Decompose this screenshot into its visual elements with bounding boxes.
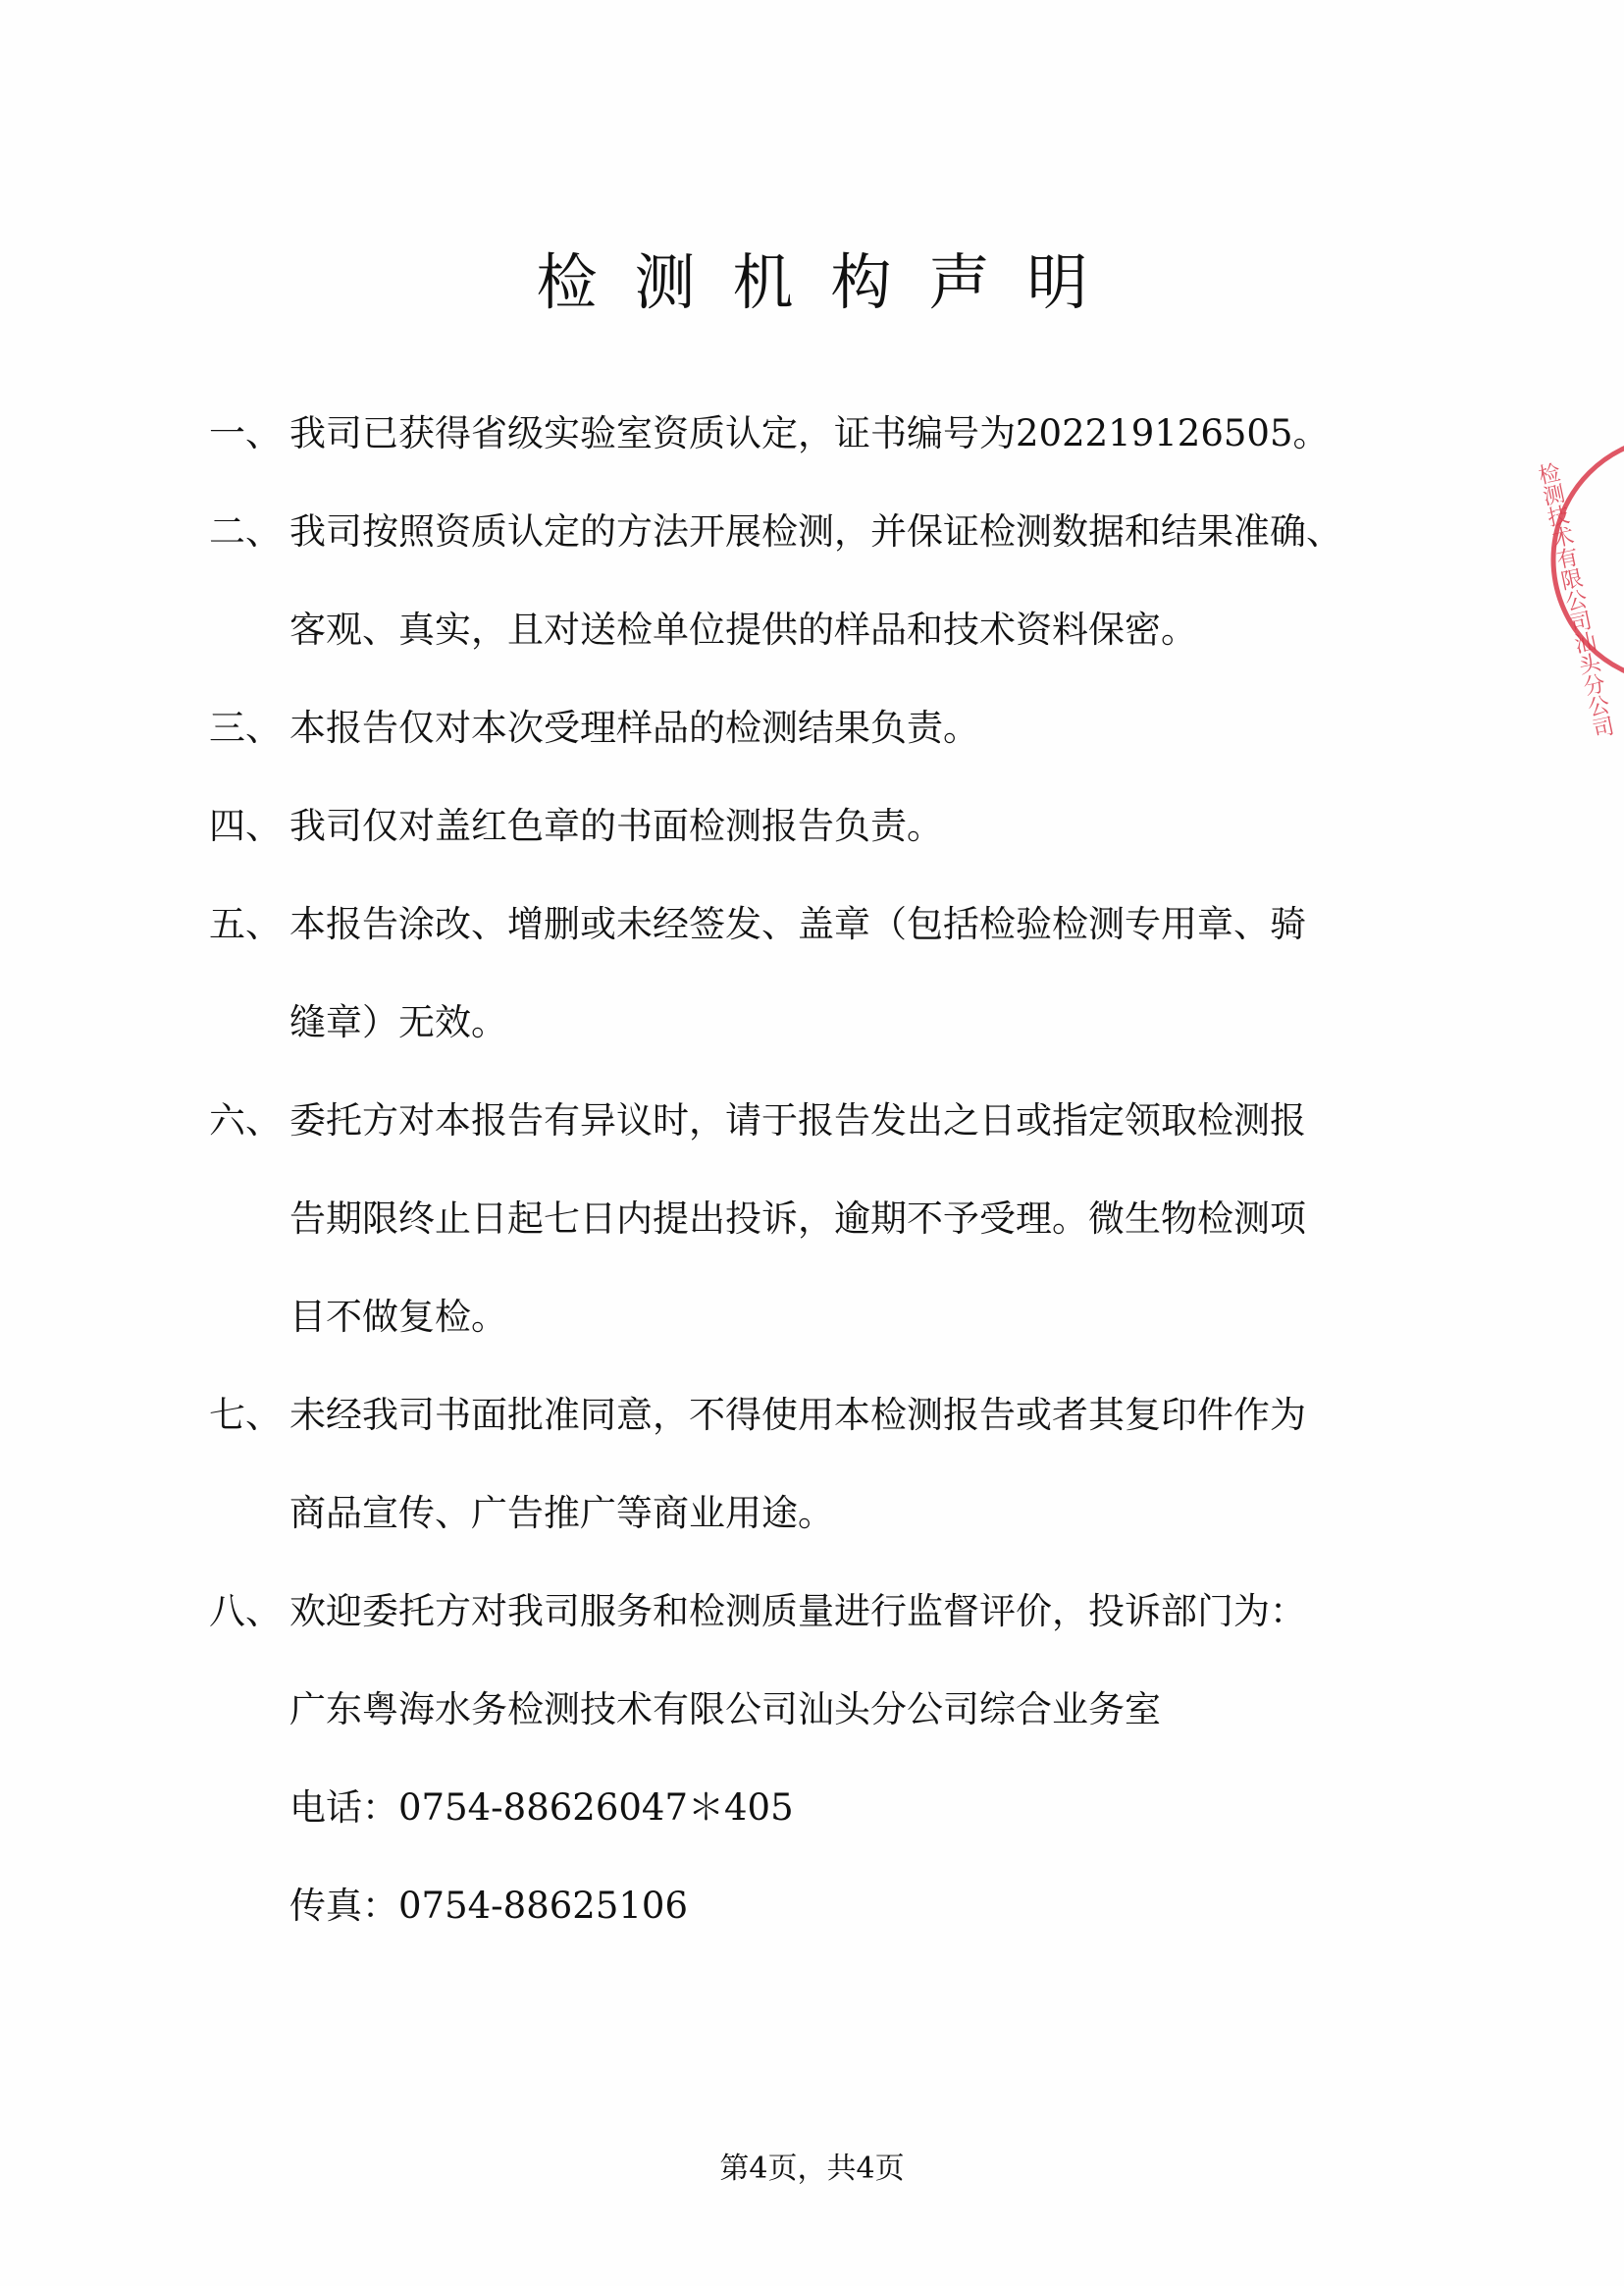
clause-text: 客观、真实，且对送检单位提供的样品和技术资料保密。 <box>289 609 1197 651</box>
seal-text: 检测技术有限公司汕头分公司 <box>1533 460 1616 741</box>
complaint-department: 广东粤海水务检测技术有限公司汕头分公司综合业务室 <box>289 1688 1161 1730</box>
clause-text: 商品宣传、广告推广等商业用途。 <box>289 1492 834 1534</box>
clause-number: 八、 <box>209 1590 282 1632</box>
page-footer: 第4页，共4页 <box>719 2152 905 2186</box>
page-title: 检测机构声明 <box>536 246 1126 318</box>
clause-text: 我司按照资质认定的方法开展检测，并保证检测数据和结果准确、 <box>289 510 1342 553</box>
clause-number: 二、 <box>209 510 282 553</box>
phone-number: 电话：0754-88626047＊405 <box>289 1786 794 1829</box>
fax-number: 传真：0754-88625106 <box>289 1885 688 1927</box>
clause-1 <box>209 385 1475 483</box>
clause-number: 五、 <box>209 903 282 945</box>
clause-text: 我司已获得省级实验室资质认定，证书编号为202219126505。 <box>289 412 1330 454</box>
clause-6 <box>209 1072 1475 1366</box>
clause-text: 本报告涂改、增删或未经签发、盖章（包括检验检测专用章、骑 <box>289 903 1306 945</box>
clause-4 <box>209 777 1475 876</box>
clause-text: 本报告仅对本次受理样品的检测结果负责。 <box>289 707 979 749</box>
clause-number: 七、 <box>209 1394 282 1436</box>
clause-text: 未经我司书面批准同意，不得使用本检测报告或者其复印件作为 <box>289 1394 1306 1436</box>
clause-text: 我司仅对盖红色章的书面检测报告负责。 <box>289 805 943 847</box>
clause-number: 四、 <box>209 805 282 847</box>
clause-text: 欢迎委托方对我司服务和检测质量进行监督评价，投诉部门为： <box>289 1590 1306 1632</box>
clause-text: 目不做复检。 <box>289 1296 507 1338</box>
clause-number: 一、 <box>209 412 282 454</box>
clause-text: 委托方对本报告有异议时，请于报告发出之日或指定领取检测报 <box>289 1099 1306 1142</box>
clause-number: 三、 <box>209 707 282 749</box>
clause-3 <box>209 679 1475 777</box>
clause-text: 缝章）无效。 <box>289 1001 507 1043</box>
clause-8 <box>209 1563 1475 1955</box>
clause-2 <box>209 483 1475 679</box>
clause-5 <box>209 876 1475 1072</box>
clause-number: 六、 <box>209 1099 282 1142</box>
clause-7 <box>209 1366 1475 1563</box>
clause-text: 告期限终止日起七日内提出投诉，逾期不予受理。微生物检测项 <box>289 1197 1306 1240</box>
